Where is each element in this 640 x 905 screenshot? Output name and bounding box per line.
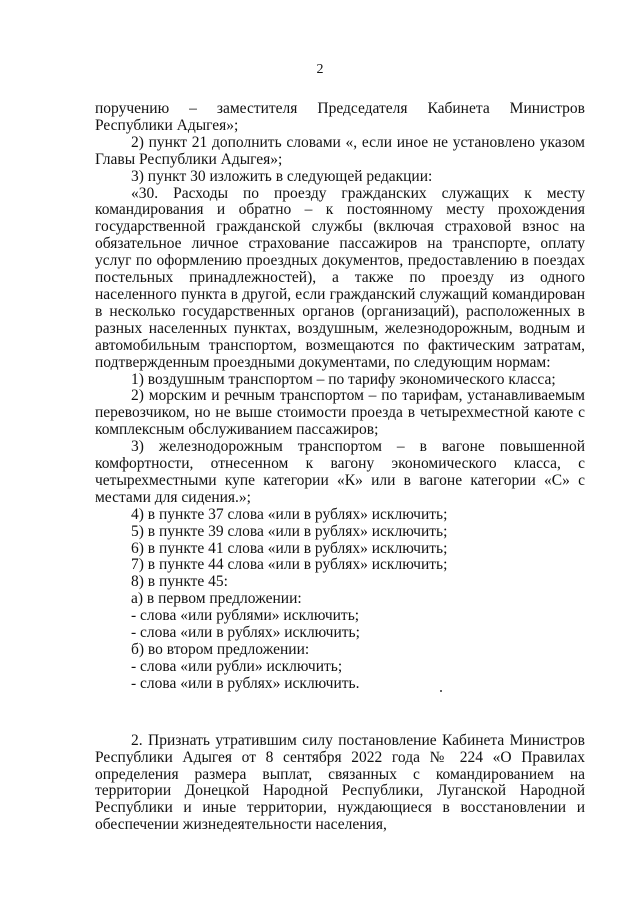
paragraph-sub-a: а) в первом предложении: — [131, 590, 302, 608]
paragraph-item-4: 4) в пункте 37 слова «или в рублях» исключить; — [131, 505, 448, 523]
paragraph-sub-b: б) во втором предложении: — [131, 641, 310, 658]
paragraph-item-3: 3) пункт 30 изложить в следующей редакции: — [131, 167, 433, 185]
page-number: 2 — [316, 62, 324, 77]
paragraph-section-2: 2. Признать утратившим силу постановление Кабинета Министров Республики Адыгея от 8 сентября 2022 года № 224 «О Правилах определения размера выплат, связанных с командированием на территории Донецкой Народной Республики, Луганской Народной Республики и иные территории, нуждающиеся в восстановлении и обеспечении жизнедеятельности населения, — [95, 731, 585, 834]
paragraph-item-5: 5) в пункте 39 слова «или в рублях» исключить; — [131, 522, 448, 540]
paragraph-point-30: «30. Расходы по проезду гражданских служащих к месту командирования и обратно – к постоянному месту прохождения государственной гражданской службы (включая страховой взнос на обязательное личное страхование пассажиров на транспорте, оплату услуг по оформлению проездных документов, предоставлению в поездах постельных принадлежностей), а также по проезду из одного населенного пункта в другой, если гражданский служащий командирован в несколько государственных органов (организаций), расположенных в разных населенных пунктах, воздушным, железнодорожным, водным и автомобильным транспортом, возмещаются по фактическим затратам, подтвержденным проездными документами, по следующим нормам: — [95, 184, 585, 371]
paragraph-item-2: 2) пункт 21 дополнить словами «, если иное не установлено указом Главы Республики Адыгея»; — [95, 133, 585, 168]
paragraph-norm-3: 3) железнодорожным транспортом – в вагоне повышенной комфортности, отнесенном к вагону экономического класса, с четырехместными купе категории «К» или в вагоне категории «С» с местами для сидения.»; — [95, 438, 585, 506]
paragraph-norm-2: 2) морским и речным транспортом – по тарифам, устанавливаемым перевозчиком, но не выше стоимости проезда в четырехместной каюте с комплексным обслуживанием пассажиров; — [95, 387, 585, 439]
paragraph-dash-3: - слова «или рубли» исключить; — [131, 657, 343, 675]
paragraph-dash-2: - слова «или в рублях» исключить; — [131, 624, 360, 642]
paragraph-item-7: 7) в пункте 44 слова «или в рублях» исключить; — [131, 556, 448, 574]
paragraph-item-6: 6) в пункте 41 слова «или в рублях» исключить; — [131, 539, 448, 557]
paragraph-spacer — [95, 693, 585, 733]
paragraph-norm-1: 1) воздушным транспортом – по тарифу экономического класса; — [131, 370, 556, 388]
paragraph-continuation: поручению – заместителя Председателя Кабинета Министров Республики Адыгея»; — [95, 100, 585, 134]
paragraph-dash-4: - слова «или в рублях» исключить. — [131, 674, 360, 692]
document-body — [95, 101, 585, 834]
stray-dot-mark — [440, 690, 442, 692]
paragraph-dash-1: - слова «или рублями» исключить; — [131, 607, 360, 625]
paragraph-item-8: 8) в пункте 45: — [131, 573, 228, 591]
